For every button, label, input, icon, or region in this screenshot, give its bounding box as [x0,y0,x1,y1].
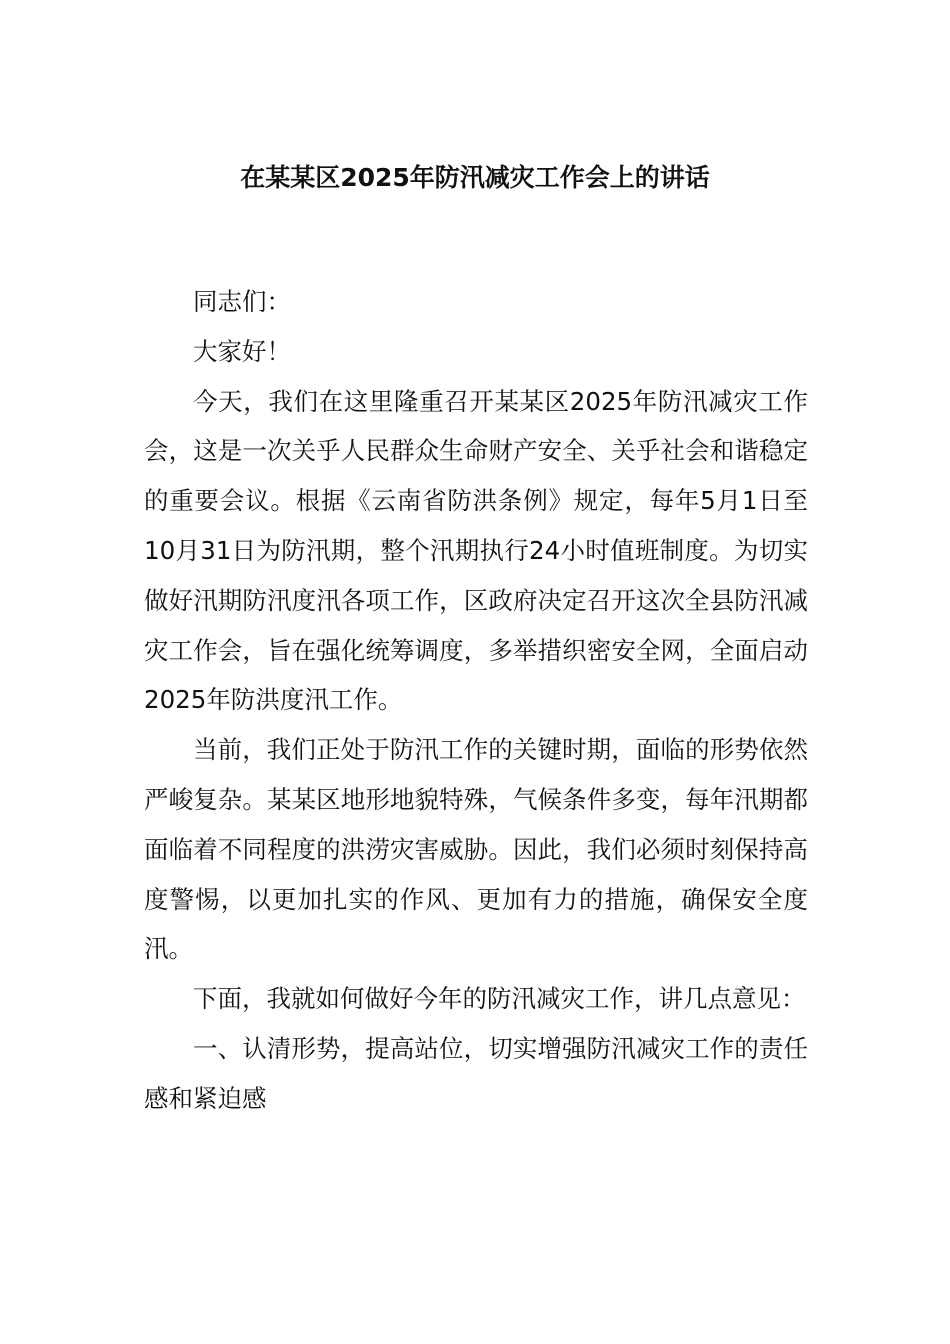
salutation: 同志们： [193,287,291,316]
paragraph-transition: 下面，我就如何做好今年的防汛减灾工作，讲几点意见： [193,984,806,1014]
section-heading-1: 一、认清形势，提高站位，切实增强防汛减灾工作的责任感和紧迫感 [144,1033,808,1113]
document-body [144,277,808,1124]
greeting: 大家好！ [193,336,291,366]
paragraph-opening: 今天，我们在这里隆重召开某某区2025年防汛减灾工作会，这是一次关乎人民群众生命财产安全、关乎社会和谐稳定的重要会议。根据《云南省防洪条例》规定，每年5月1日至10月31日为防汛期，整个汛期执行24小时值班制度。为切实做好汛期防汛度汛各项工作，区政府决定召开这次全县防汛减灾工作会，旨在强化统筹调度，多举措织密安全网，全面启动2025年防洪度汛工作。 [144,386,808,715]
document-title: 在某某区2025年防汛减灾工作会上的讲话 [240,163,710,192]
paragraph-situation: 当前，我们正处于防汛工作的关键时期，面临的形势依然严峻复杂。某某区地形地貌特殊，气候条件多变，每年汛期都面临着不同程度的洪涝灾害威胁。因此，我们必须时刻保持高度警惕，以更加扎实的作风、更加有力的措施，确保安全度汛。 [144,735,808,964]
